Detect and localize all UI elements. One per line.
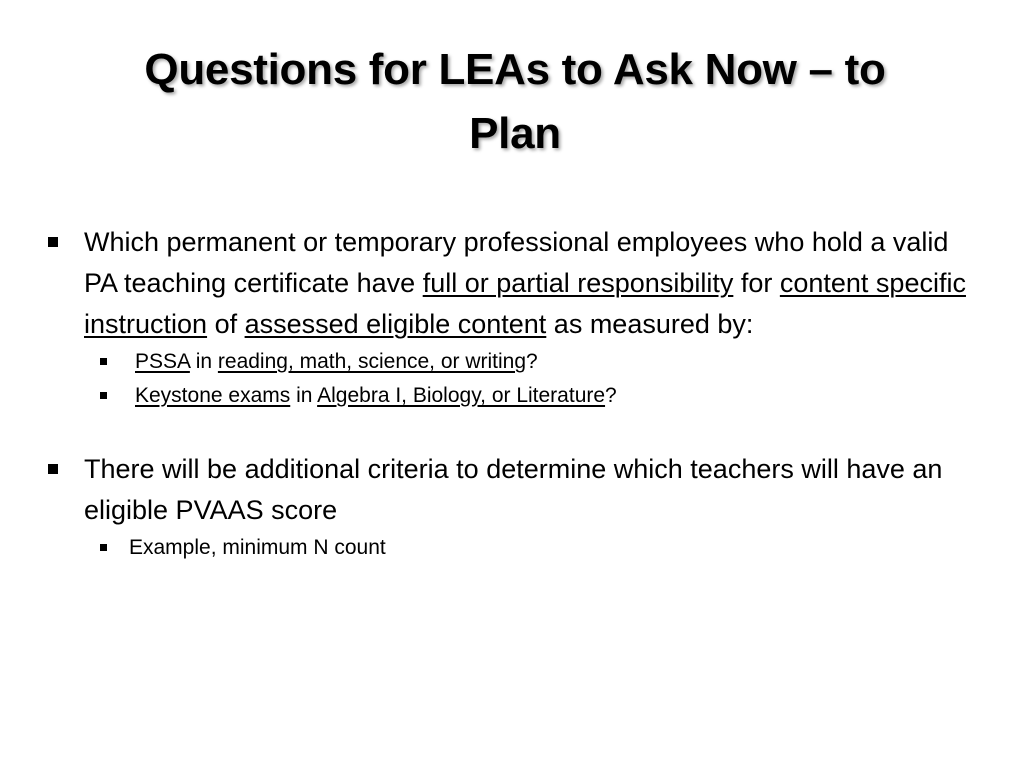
title-line-2: Plan	[469, 109, 561, 158]
sub-bullet-text: in	[189, 350, 218, 373]
bullet-text: Which permanent or temporary professional employees who hold a valid PA teaching certificate have	[84, 227, 949, 298]
underlined-term: Algebra I, Biology, or Literature	[317, 384, 606, 407]
sub-bullet-text: ?	[605, 384, 617, 407]
sub-bullet-list	[84, 345, 984, 413]
underlined-term: full or partial responsibility	[422, 268, 734, 298]
underlined-term: PSSA	[135, 350, 190, 373]
sub-bullet-list	[84, 531, 984, 565]
sub-bullet-example	[84, 531, 984, 565]
title-line-1: Questions for LEAs to Ask Now – to	[144, 45, 886, 94]
bullet-item-teacher-eligibility	[44, 222, 984, 413]
bullet-text: for	[733, 268, 780, 298]
bullet-list	[44, 222, 984, 565]
underlined-term: reading, math, science, or writing	[217, 350, 527, 373]
sub-bullet-text: in	[290, 384, 318, 407]
bullet-text: of	[207, 309, 245, 339]
square-bullet-icon	[48, 237, 58, 247]
square-bullet-icon	[48, 464, 58, 474]
square-bullet-icon	[100, 544, 107, 551]
bullet-text: as measured by:	[546, 309, 754, 339]
underlined-term: content specific instruction	[84, 268, 966, 339]
sub-bullet-pssa	[84, 345, 984, 379]
bullet-item-additional-criteria	[44, 449, 984, 565]
sub-bullet-keystone	[84, 379, 984, 413]
sub-bullet-text: ?	[526, 350, 538, 373]
square-bullet-icon	[100, 358, 107, 365]
underlined-term: Keystone exams	[135, 384, 291, 407]
sub-bullet-text: Example, minimum N count	[129, 536, 386, 559]
underlined-term: assessed eligible content	[244, 309, 547, 339]
slide-title	[60, 38, 970, 166]
bullet-text: There will be additional criteria to determine which teachers will have an eligible PVAAS score	[84, 454, 943, 525]
square-bullet-icon	[100, 392, 107, 399]
